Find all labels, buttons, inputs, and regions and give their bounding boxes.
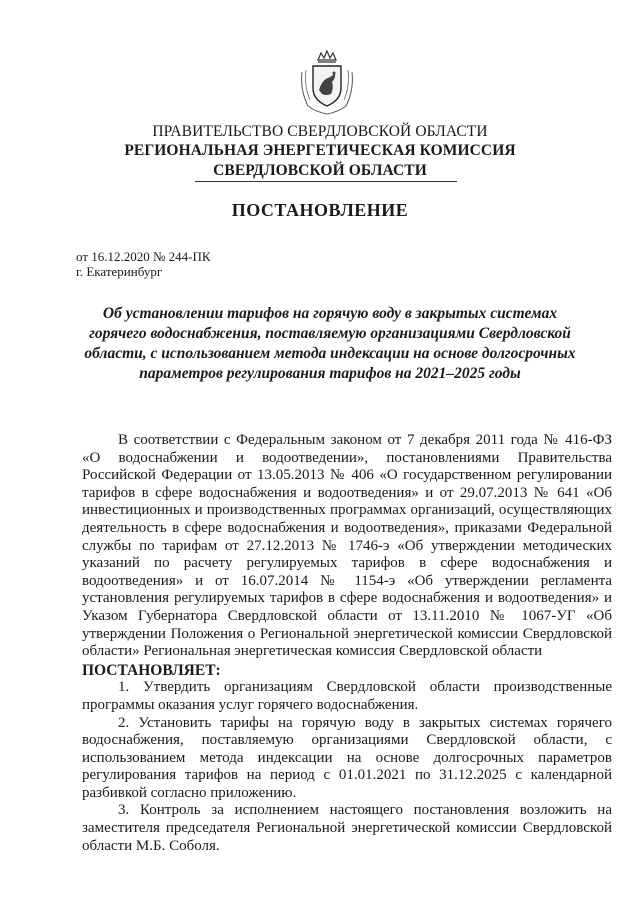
region-name: СВЕРДЛОВСКОЙ ОБЛАСТИ xyxy=(213,162,427,179)
document-body xyxy=(82,432,612,855)
preamble-paragraph: В соответствии с Федеральным законом от 7 декабря 2011 года № 416-ФЗ «О водоснабжении и водоотведении», постановлениями Правительства Российской Федерации от 13.05.2013 № 406 «О государственном регулировании тарифов в сфере водоснабжения и водоотведения» и от 29.07.2013 № 641 «Об инвестиционных и производственных программах организаций, осуществляющих деятельность в сфере водоснабжения и водоотведения», приказами Федеральной службы по тарифам от 27.12.2013 № 1746-э «Об утверждении методических указаний по расчету регулируемых тарифов в сфере водоснабжения и водоотведения» и от 16.07.2014 № 1154-э «Об утверждении регламента установления регулируемых тарифов в сфере водоснабжения и водоотведения» и Указом Губернатора Свердловской области от 13.11.2010 № 1067-УГ «Об утверждении Положения о Региональной энергетической комиссии Свердловской области» Региональная энергетическая комиссия Свердловской области xyxy=(82,432,612,660)
decree-heading: ПОСТАНОВЛЯЕТ: xyxy=(82,661,221,679)
government-name: ПРАВИТЕЛЬСТВО СВЕРДЛОВСКОЙ ОБЛАСТИ xyxy=(152,123,488,140)
coat-of-arms-icon xyxy=(298,50,356,116)
commission-name: РЕГИОНАЛЬНАЯ ЭНЕРГЕТИЧЕСКАЯ КОМИССИЯ xyxy=(124,142,516,159)
document-subject: Об установлении тарифов на горячую воду в закрытых системах горячего водоснабжения, поставляемую организациями Свердловской области, с использованием метода индексации на основе долгосрочных параметров регулирования тарифов на 2021–2025 годы xyxy=(84,305,576,382)
item-1: 1. Утвердить организациям Свердловской области производственные программы оказания услуг горячего водоснабжения. xyxy=(82,679,612,713)
header-divider xyxy=(195,181,457,182)
document-city: г. Екатеринбург xyxy=(76,264,163,279)
document-type-title: ПОСТАНОВЛЕНИЕ xyxy=(231,200,409,220)
item-3: 3. Контроль за исполнением настоящего постановления возложить на заместителя председателя Региональной энергетической комиссии Свердловской области М.Б. Соболя. xyxy=(82,802,612,854)
item-2: 2. Установить тарифы на горячую воду в закрытых системах горячего водоснабжения, поставляемую организациями Свердловской области, с использованием метода индексации на основе долгосрочных параметров регулирования тарифов на период с 01.01.2021 по 31.12.2025 с календарной разбивкой согласно приложению. xyxy=(82,714,612,801)
document-date-number: от 16.12.2020 № 244-ПК xyxy=(76,249,211,264)
